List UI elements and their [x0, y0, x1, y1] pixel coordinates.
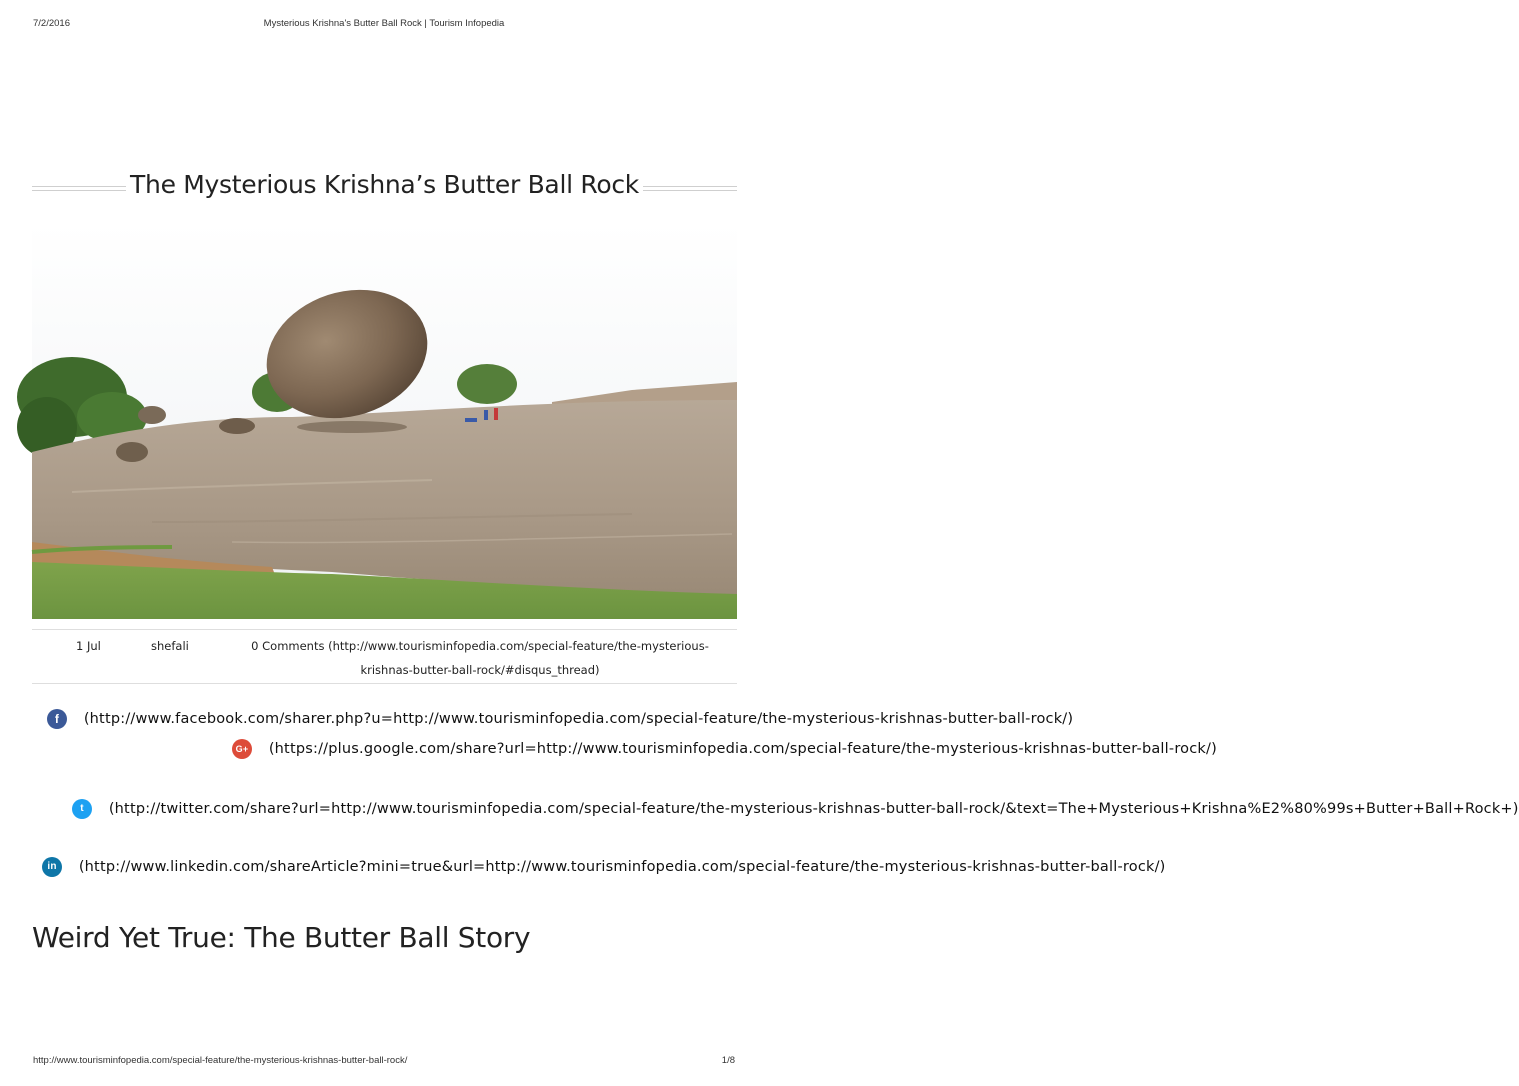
share-line-4 [42, 852, 1166, 882]
print-date: 7/2/2016 [33, 18, 70, 29]
print-footer [0, 1055, 768, 1069]
share-links [32, 700, 1519, 922]
facebook-share-link[interactable]: (http://www.facebook.com/sharer.php?u=http://www.tourisminfopedia.com/special-feature/the-mysterious-krishnas-butter-ball-rock/) [83, 711, 1074, 727]
post-title [32, 170, 737, 199]
post-title-row [32, 168, 737, 208]
twitter-icon[interactable]: t [72, 799, 92, 819]
page-number: 1/8 [721, 1055, 735, 1066]
facebook-icon[interactable]: f [47, 709, 67, 729]
meta-divider-bottom [32, 683, 737, 684]
linkedin-share-link[interactable]: (http://www.linkedin.com/shareArticle?mini=true&url=http://www.tourisminfopedia.com/special-feature/the-mysterious-krishnas-butter-ball-rock/) [78, 859, 1166, 875]
share-line-2 [232, 734, 1217, 764]
section-heading: Weird Yet True: The Butter Ball Story [32, 921, 531, 954]
meta-divider-top [32, 629, 737, 630]
print-header [0, 18, 768, 32]
hero-image [32, 222, 737, 619]
linkedin-icon[interactable]: in [42, 857, 62, 877]
twitter-share-link[interactable]: (http://twitter.com/share?url=http://www.tourisminfopedia.com/special-feature/the-mysterious-krishnas-butter-ball-rock/&text=The+Mysterious+Krishna%E2%80%99s+Butter+Ball+Rock+) [108, 801, 1519, 817]
post-title-text: The Mysterious Krishna’s Butter Ball Rock [126, 170, 643, 199]
share-line-3 [72, 794, 1519, 824]
print-page-title: Mysterious Krishna's Butter Ball Rock | Tourism Infopedia [263, 18, 505, 29]
google-share-link[interactable]: (https://plus.google.com/share?url=http://www.tourisminfopedia.com/special-feature/the-mysterious-krishnas-butter-ball-rock/) [268, 741, 1217, 757]
share-line-1 [47, 704, 1073, 734]
google-plus-icon[interactable]: G+ [232, 739, 252, 759]
comments-link[interactable]: 0 Comments (http://www.tourisminfopedia.com/special-feature/the-mysterious-krishnas-butter-ball-rock/#disqus_thread) [251, 639, 709, 677]
post-date: 1 Jul [76, 639, 101, 653]
print-url: http://www.tourisminfopedia.com/special-feature/the-mysterious-krishnas-butter-ball-rock/ [33, 1055, 408, 1066]
post-author-link[interactable]: shefali [151, 639, 189, 653]
butter-ball-rock-photo [32, 222, 737, 619]
